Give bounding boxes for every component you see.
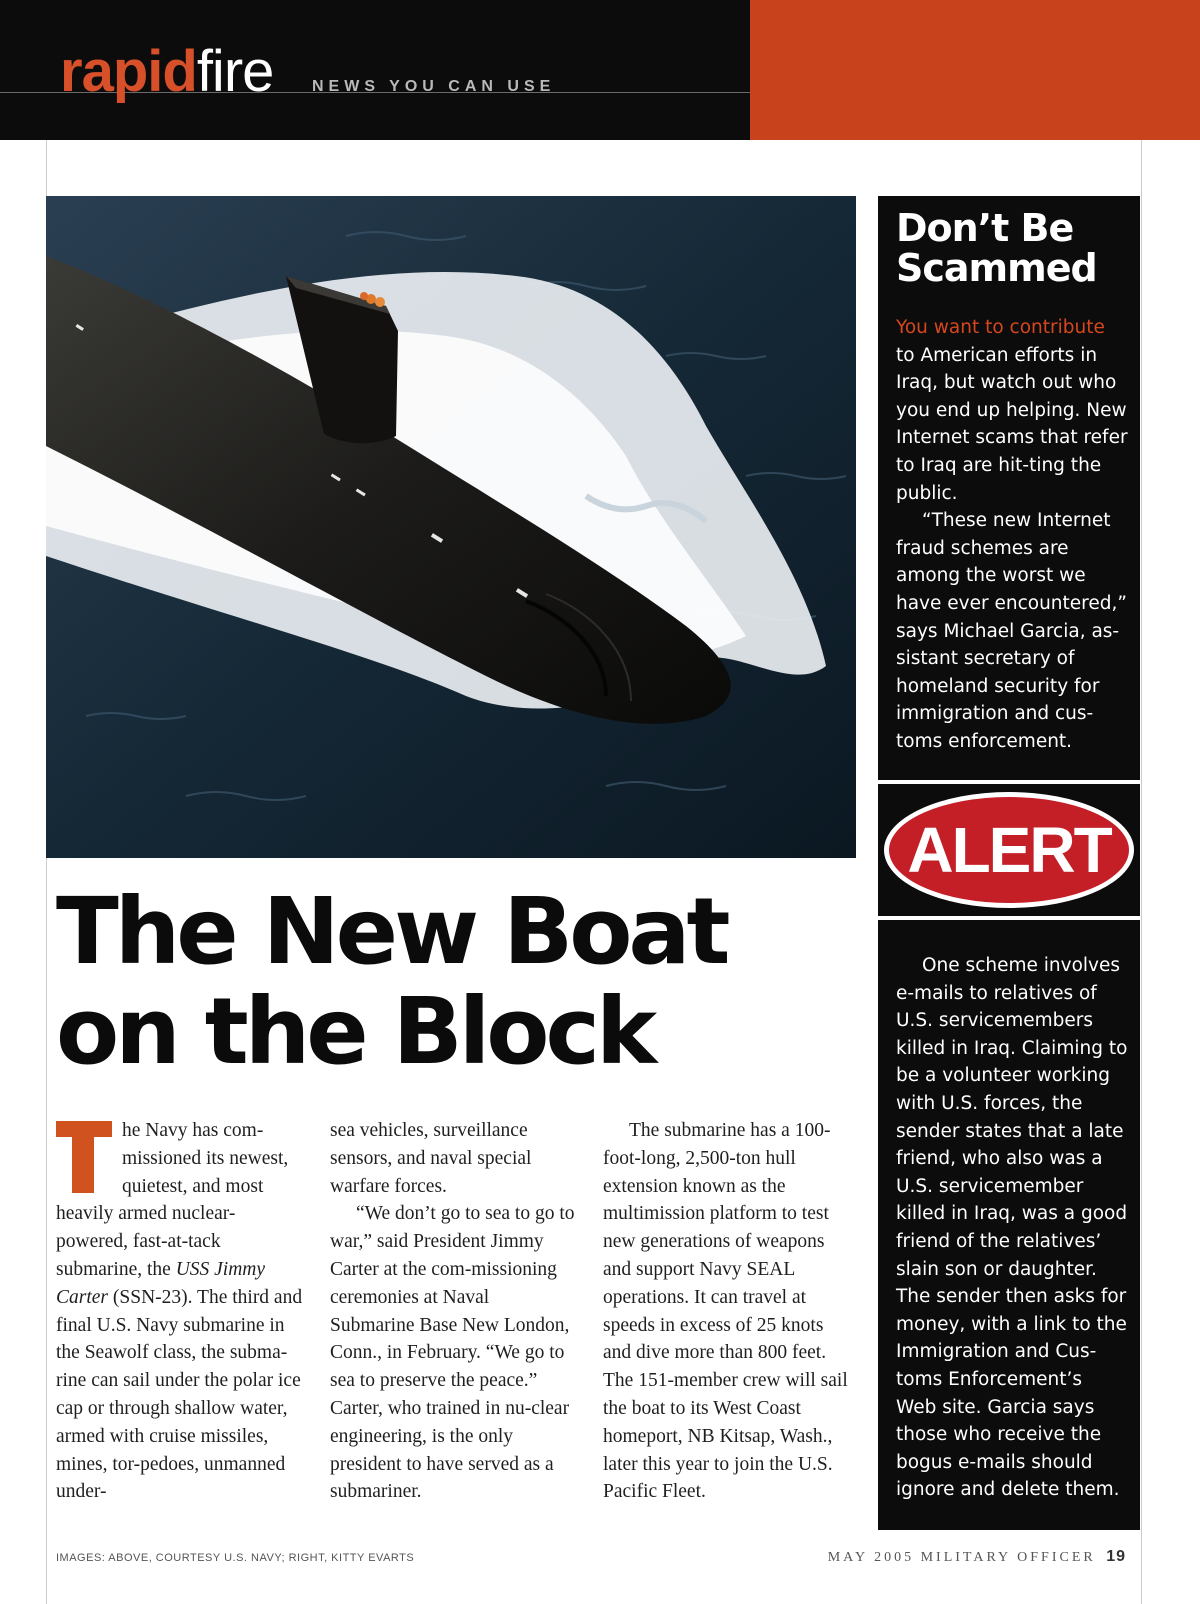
sidebar-box-continued [878,920,1140,1530]
sidebar-text-run: to American efforts in Iraq, but watch out who you end up helping. New Internet scams that refer to Iraq are hit-ting the public. [896,344,1128,504]
header-accent-block [750,0,1200,140]
sidebar-paragraph: One scheme involves e-mails to relatives of U.S. servicemembers killed in Iraq. Claiming to be a volunteer working with U.S. forces, the sender states that a late friend, who also was a U.S. servicemember killed in Iraq, was a good friend of the relatives’ slain son or daughter. The sender then asks for money, with a link to the Immigration and Cus-toms Enforcement’s Web site. Garcia says those who receive the bogus e-mails should ignore and delete them. [896,955,1128,1501]
drop-cap [56,1121,112,1193]
headline-line-2: on the Block [56,978,654,1085]
sidebar-paragraph [896,314,1128,507]
sidebar-title: Don’t Be Scammed [896,206,1097,290]
page-folio [828,1548,1126,1566]
article-column-3 [603,1117,853,1506]
headline-line-1: The New Boat [56,878,727,985]
article-text: (SSN-23). The third and final U.S. Navy submarine in the Seawolf class, the subma-rine can sail under the polar ice cap or through shallow water, armed with cruise missiles, mines, tor-pedoes, unmanned under- [56,1286,303,1503]
article-paragraph: sea vehicles, surveillance sensors, and naval special warfare forces. [330,1120,532,1197]
sidebar-box [878,196,1140,780]
page-rule [1141,140,1142,1604]
sidebar-text [896,952,1128,1504]
ship-name: USS Jimmy Carter [56,1258,266,1308]
publication-name: MILITARY OFFICER [920,1550,1096,1565]
page-number: 19 [1106,1548,1126,1565]
submarine-photo [46,196,856,858]
article-column-2 [330,1117,575,1506]
sidebar-lead-in: You want to contribute [896,317,1105,338]
logo-fire: fire [196,39,274,104]
logo-rapid: rapid [60,39,197,104]
submarine-illustration [46,196,856,858]
alert-label: ALERT [907,814,1111,886]
image-credit: IMAGES: ABOVE, COURTESY U.S. NAVY; RIGHT, KITTY EVARTS [56,1552,415,1564]
article-paragraph: The submarine has a 100-foot-long, 2,500-ton hull extension known as the multimission platform to test new generations of weapons and support Navy SEAL operations. It can travel at speeds in excess of 25 knots and dive more than 800 feet. The 151-member crew will sail the boat to its West Coast homeport, NB Kitsap, Wash., later this year to join the U.S. Pacific Fleet. [603,1120,848,1503]
alert-badge [884,792,1134,908]
article-column-1 [56,1117,306,1506]
article-headline [56,878,846,1085]
article-text: he Navy has com-missioned its newest, quietest, and most heavily armed nuclear-powered, fast-at-tack submarine, the [56,1120,289,1280]
section-logo [60,38,273,105]
article-paragraph: “We don’t go to sea to go to war,” said President Jimmy Carter at the com-missioning ceremonies at Naval Submarine Base New London, Conn., in February. “We go to sea to preserve the peace.” Carter, who trained in nu-clear engineering, is the only president to have served as a submariner. [330,1203,575,1503]
sidebar-paragraph: “These new Internet fraud schemes are among the worst we have ever encountered,” says Michael Garcia, as-sistant secretary of homeland security for immigration and cus-toms enforcement. [896,510,1127,752]
alert-badge-panel [878,784,1140,916]
issue-date: MAY 2005 [827,1550,915,1565]
sidebar-text [896,314,1128,756]
section-tagline: NEWS YOU CAN USE [312,78,556,95]
